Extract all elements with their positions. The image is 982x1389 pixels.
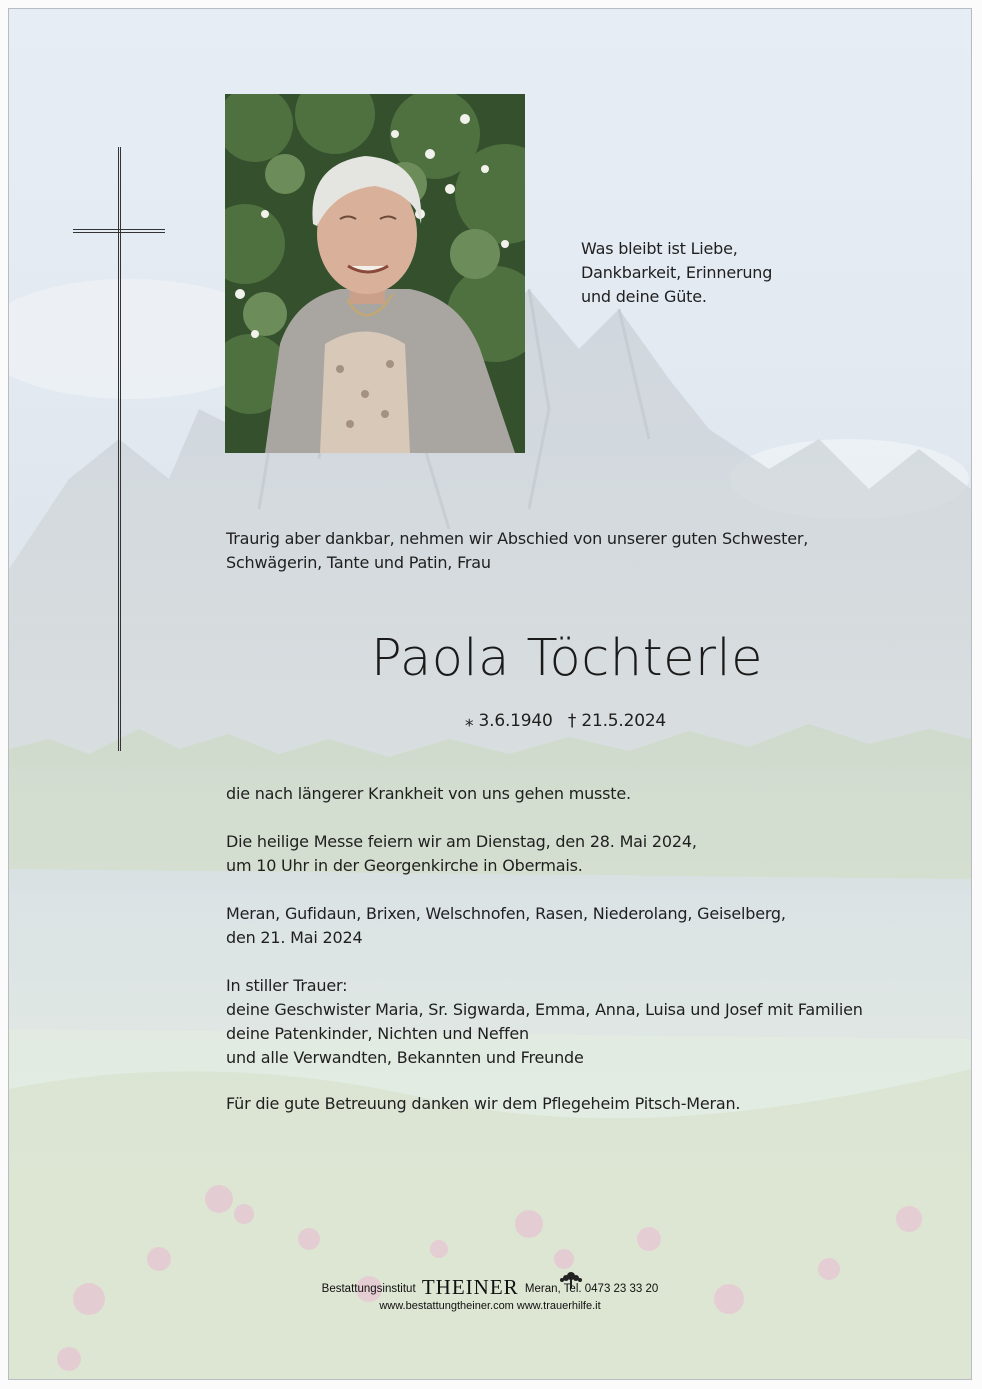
intro-line: Traurig aber dankbar, nehmen wir Abschied von unserer guten Schwester,: [226, 529, 809, 548]
death-date: † 21.5.2024: [567, 711, 667, 731]
intro-line: Schwägerin, Tante und Patin, Frau: [226, 553, 491, 572]
mourners-line: und alle Verwandten, Bekannten und Freunde: [226, 1048, 584, 1067]
intro-text: [226, 527, 808, 575]
mass-line: um 10 Uhr in der Georgenkirche in Obermais.: [226, 856, 583, 875]
thanks-text: Für die gute Betreuung danken wir dem Pflegeheim Pitsch-Meran.: [226, 1094, 741, 1113]
mass-announcement: [226, 830, 697, 878]
mourners-list: [226, 974, 863, 1070]
footer-websites[interactable]: www.bestattungtheiner.com www.trauerhilfe.it: [379, 1300, 601, 1312]
life-dates: [465, 709, 676, 733]
portrait-photo: [225, 94, 525, 453]
footer-institute: Bestattungsinstitut: [321, 1283, 416, 1295]
portrait-illustration: [225, 94, 525, 453]
mourners-line: deine Geschwister Maria, Sr. Sigwarda, Emma, Anna, Luisa und Josef mit Familien: [226, 1000, 863, 1019]
mass-line: Die heilige Messe feiern wir am Dienstag, den 28. Mai 2024,: [226, 832, 697, 851]
place-and-date: [226, 902, 786, 950]
cross-icon-bar: [73, 229, 165, 233]
memorial-quote: [581, 237, 772, 309]
date-line: den 21. Mai 2024: [226, 928, 363, 947]
quote-line: Was bleibt ist Liebe,: [581, 239, 738, 258]
footer-contact: Meran, Tel. 0473 23 33 20: [524, 1283, 659, 1295]
places-line: Meran, Gufidaun, Brixen, Welschnofen, Rasen, Niederolang, Geiselberg,: [226, 904, 786, 923]
obituary-card: [8, 8, 972, 1380]
cross-icon: [118, 147, 121, 751]
mourners-heading: In stiller Trauer:: [226, 976, 348, 995]
funeral-home-footer: [9, 1277, 971, 1313]
departure-text: die nach längerer Krankheit von uns gehen musste.: [226, 784, 631, 803]
mourners-line: deine Patenkinder, Nichten und Neffen: [226, 1024, 529, 1043]
quote-line: Dankbarkeit, Erinnerung: [581, 263, 773, 282]
deceased-name: Paola Töchterle: [371, 629, 763, 688]
birth-date: ⁎ 3.6.1940: [465, 711, 553, 731]
quote-line: und deine Güte.: [581, 287, 707, 306]
footer-brand: THEINER: [421, 1275, 519, 1299]
